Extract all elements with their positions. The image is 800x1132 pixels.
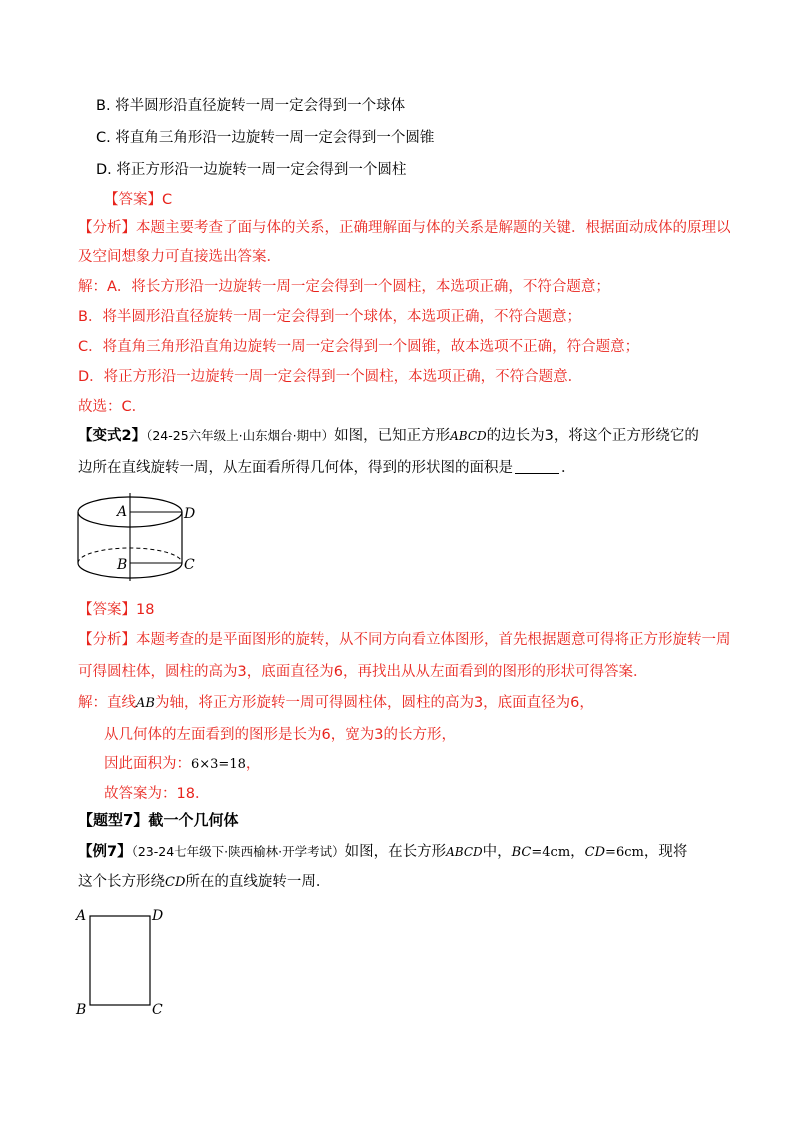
example7-text-b: 中， [482, 844, 512, 860]
label-a: A [117, 504, 128, 520]
solution-2-line4: 故答案为：18． [104, 786, 210, 802]
option-b: B. 将半圆形沿直径旋转一周一定会得到一个球体 [96, 98, 406, 114]
label-b: B [117, 557, 128, 573]
example7-line2-cd: CD [165, 875, 186, 890]
rect-label-d: D [152, 908, 164, 924]
solution-1-d: D．将正方形沿一边旋转一周一定会得到一个圆柱，本选项正确，不符合题意． [78, 369, 583, 385]
option-d: D. 将正方形沿一边旋转一周一定会得到一个圆柱 [96, 162, 407, 178]
example7-line1 [78, 842, 687, 863]
solution-2-line2: 从几何体的左面看到的图形是长为6，宽为3的长方形， [104, 727, 456, 743]
rect-label-c: C [152, 1002, 163, 1018]
label-d: D [184, 506, 196, 522]
rectangle-figure [74, 902, 184, 1022]
analysis-1-line2: 及空间想象力可直接选出答案． [78, 249, 281, 265]
solution-2-b: 为轴，将正方形旋转一周可得圆柱体，圆柱的高为3，底面直径为6， [154, 695, 594, 711]
analysis-2-line1: 【分析】本题考查的是平面图形的旋转，从不同方向看立体图形，首先根据题意可得将正方形旋转一周 [78, 632, 731, 648]
variant2-source: （24-25六年级上·山东烟台·期中） [146, 428, 335, 443]
solution-2-l3-b: ， [245, 756, 261, 772]
solution-2-line1 [78, 693, 594, 714]
example7-tag: 【例7】 [78, 844, 132, 860]
analysis-2-line2: 可得圆柱体，圆柱的高为3，底面直径为6，再找出从从左面看到的图形的形状可得答案． [78, 664, 648, 680]
example7-bc-value: =4cm [531, 845, 571, 860]
section-title: 【题型7】截一个几何体 [78, 811, 239, 829]
solution-2-l3-a: 因此面积为： [104, 756, 191, 772]
solution-2-ab: AB [136, 696, 155, 711]
example7-line2-b: 所在的直线旋转一周． [185, 874, 331, 890]
variant2-abcd: ABCD [450, 429, 487, 443]
solution-1-b: B．将半圆形沿直径旋转一周一定会得到一个球体，本选项正确，不符合题意； [78, 309, 581, 325]
solution-2-equation: 6×3=18 [191, 757, 246, 772]
example7-line2 [78, 872, 330, 893]
variant2-line2 [78, 458, 576, 478]
option-c: C. 将直角三角形沿一边旋转一周一定会得到一个圆锥 [96, 130, 435, 146]
solution-2-a: 解：直线 [78, 695, 136, 711]
variant2-text-a: 如图，已知正方形 [334, 428, 451, 444]
example7-text-c: ，现将 [643, 844, 688, 860]
rect-label-a: A [76, 908, 87, 924]
variant2-line1 [78, 426, 699, 446]
example7-source: （23-24七年级下·陕西榆林·开学考试） [131, 844, 345, 859]
variant2-tag: 【变式2】 [78, 428, 147, 444]
example7-text-a: 如图，在长方形 [344, 844, 447, 860]
solution-2-line3 [104, 754, 260, 775]
solution-1-a: 解：A．将长方形沿一边旋转一周一定会得到一个圆柱，本选项正确，不符合题意； [78, 279, 610, 295]
example7-sep: ， [570, 844, 585, 860]
example7-cd-value: =6cm [605, 845, 644, 860]
answer-2: 【答案】18 [78, 602, 155, 618]
label-c: C [184, 557, 195, 573]
solution-1-c: C．将直角三角形沿直角边旋转一周一定会得到一个圆锥，故本选项不正确，符合题意； [78, 339, 640, 355]
answer-blank [515, 459, 559, 474]
example7-bc: BC [511, 845, 532, 860]
rect-label-b: B [76, 1002, 87, 1018]
cylinder-figure [70, 485, 210, 600]
answer-1: 【答案】C [104, 192, 173, 208]
variant2-line2-a: 边所在直线旋转一周，从左面看所得几何体，得到的形状图的面积是 [78, 460, 513, 476]
rectangle-abcd [90, 916, 150, 1005]
example7-cd: CD [584, 845, 606, 860]
variant2-line2-b: ． [561, 460, 576, 476]
conclusion-1: 故选：C． [78, 399, 147, 415]
example7-line2-a: 这个长方形绕 [78, 874, 165, 890]
variant2-text-b: 的边长为3，将这个正方形绕它的 [486, 428, 699, 444]
example7-abcd: ABCD [446, 845, 483, 859]
analysis-1-line1: 【分析】本题主要考查了面与体的关系，正确理解面与体的关系是解题的关键．根据面动成体的原理以 [78, 220, 731, 236]
